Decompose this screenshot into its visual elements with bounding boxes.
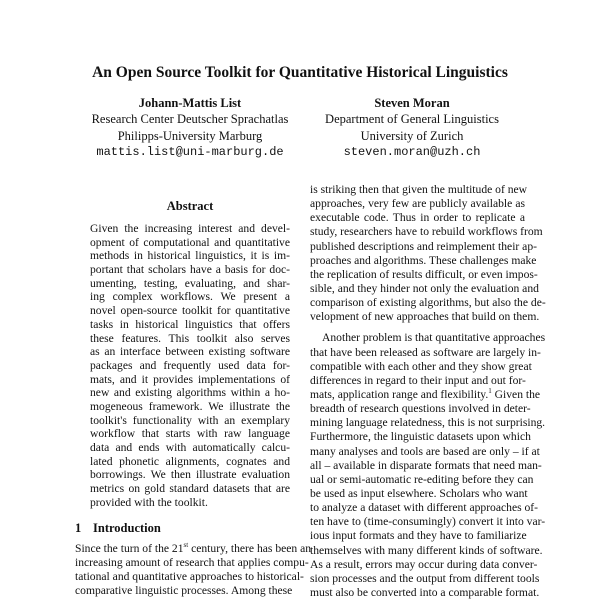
text-line: novel open-source toolkit for quantitative <box>90 304 290 318</box>
text-line: ten have to (time-consumingly) convert it into var- <box>310 515 546 529</box>
text-line: lated phonetic alignments, cognates and <box>90 454 290 468</box>
text-line <box>310 387 541 402</box>
text-line: Given the increasing interest and devel- <box>90 222 290 235</box>
author-email: mattis.list@uni-marburg.de <box>96 144 284 159</box>
text-line: opment of computational and quantitative <box>90 235 290 249</box>
text-line: provided with the toolkit. <box>90 495 208 509</box>
text-line: published descriptions and reimplement their ap- <box>310 239 537 253</box>
text-line: sion processes and the output from different tools <box>310 571 540 585</box>
author-block-1 <box>60 95 320 160</box>
text-line: many analyses and tools are based are only – if at <box>310 444 540 458</box>
author-affiliation: Department of General Linguistics <box>325 112 499 127</box>
text-line: tasks in historical linguistics that offers <box>90 317 290 331</box>
text-line: ious input formats and they have to familiarize <box>310 529 527 543</box>
text-line: workflow that starts with raw language <box>90 427 290 441</box>
text-line: breadth of research questions involved in deter- <box>310 402 531 416</box>
footnote-marker[interactable]: 1 <box>488 387 492 396</box>
text-line: comparative linguistic processes. Among these <box>75 584 293 597</box>
text-line: Furthermore, the linguistic datasets upon which <box>310 430 531 444</box>
intro-left-column <box>75 541 312 598</box>
text-line: metrics on gold standard datasets that are <box>90 482 290 496</box>
text-line: that have been released as software are largely in- <box>310 345 541 359</box>
paper-title: An Open Source Toolkit for Quantitative Historical Linguistics <box>92 64 508 81</box>
text-line: mogeneous framework. We illustrate the <box>90 399 290 413</box>
author-affiliation: Philipps-University Marburg <box>117 128 263 143</box>
author-affiliation: University of Zurich <box>360 128 464 143</box>
author-name: Johann-Mattis List <box>138 96 242 110</box>
text-line: mining language relatedness, this is not surprising. <box>310 416 546 430</box>
right-column <box>310 183 546 600</box>
text-line: these features. This toolkit also serves <box>90 331 290 345</box>
text-line <box>75 541 312 556</box>
text-line: umenting, testing, evaluating, and shar- <box>90 276 290 290</box>
text-line: data and ends with automatically calcu- <box>90 441 290 454</box>
text-line: tational and quantitative approaches to historical- <box>75 570 304 583</box>
section-number: 1 <box>75 521 82 535</box>
text-line: mats, and it provides implementations of <box>90 372 290 386</box>
text-line: themselves with many different kinds of software. <box>310 543 543 557</box>
text-line: comparison of existing algorithms, but also the de- <box>310 296 546 310</box>
superscript: st <box>183 541 189 550</box>
text-line: compatible with each other and they show great <box>310 359 532 373</box>
text-line: new and existing algorithms within a ho- <box>90 386 290 400</box>
text-line: executable code. Thus in order to replicate a <box>310 211 525 225</box>
text-line: packages and frequently used data for- <box>90 358 290 372</box>
abstract-body <box>90 222 290 509</box>
text-line: methods in historical linguistics, it is im- <box>90 249 290 263</box>
text-line: study, researchers have to rebuild workflows from <box>310 225 543 239</box>
text-line: borrowings. We then illustrate evaluation <box>90 468 290 482</box>
text-run: mats, application range and flexibility. <box>310 387 489 401</box>
text-line: the replication of results difficult, or even impos- <box>310 267 538 281</box>
section-heading <box>75 520 161 536</box>
text-line: velopment of new approaches that build on them. <box>310 310 540 324</box>
author-affiliation: Research Center Deutscher Sprachatlas <box>91 112 289 127</box>
text-line: be used as input elsewhere. Scholars who want <box>310 486 528 500</box>
paragraph-gap <box>310 324 525 331</box>
text-line: increasing amount of research that applies compu- <box>75 556 309 569</box>
section-title: Introduction <box>93 521 161 535</box>
text-line: sible, and they hinder not only the evaluation and <box>310 281 539 295</box>
author-email: steven.moran@uzh.ch <box>343 144 481 159</box>
text-line: is striking then that given the multitude of new <box>310 183 528 196</box>
text-line: As a result, errors may occur during data conver- <box>310 557 538 571</box>
abstract-heading: Abstract <box>166 199 214 213</box>
text-line: ual or semi-automatic re-editing before they can <box>310 472 534 486</box>
author-block-2 <box>282 95 542 160</box>
text-line: as an interface between existing software <box>90 345 290 359</box>
text-line: approaches, very few are publicly available as <box>310 197 525 211</box>
text-run: Given the <box>491 387 541 401</box>
text-line: differences in regard to their input and out for- <box>310 373 526 387</box>
text-line: Another problem is that quantitative approaches <box>322 331 546 345</box>
text-line: all – available in disparate formats that need man- <box>310 458 542 472</box>
text-run: Since the turn of the 21 <box>75 542 184 555</box>
text-line: must also be converted into a comparable format. <box>310 585 540 599</box>
text-run: century, there has been an <box>188 542 312 555</box>
text-line: proaches and algorithms. These challenges make <box>310 253 537 267</box>
text-line: to analyze a dataset with different approaches of- <box>310 501 539 515</box>
text-line: ing complex workflows. We present a <box>90 290 290 304</box>
author-name: Steven Moran <box>374 96 450 110</box>
text-line: toolkit's functionality with an exemplary <box>90 413 290 427</box>
text-line: portant that scholars have a basis for doc- <box>90 263 290 277</box>
